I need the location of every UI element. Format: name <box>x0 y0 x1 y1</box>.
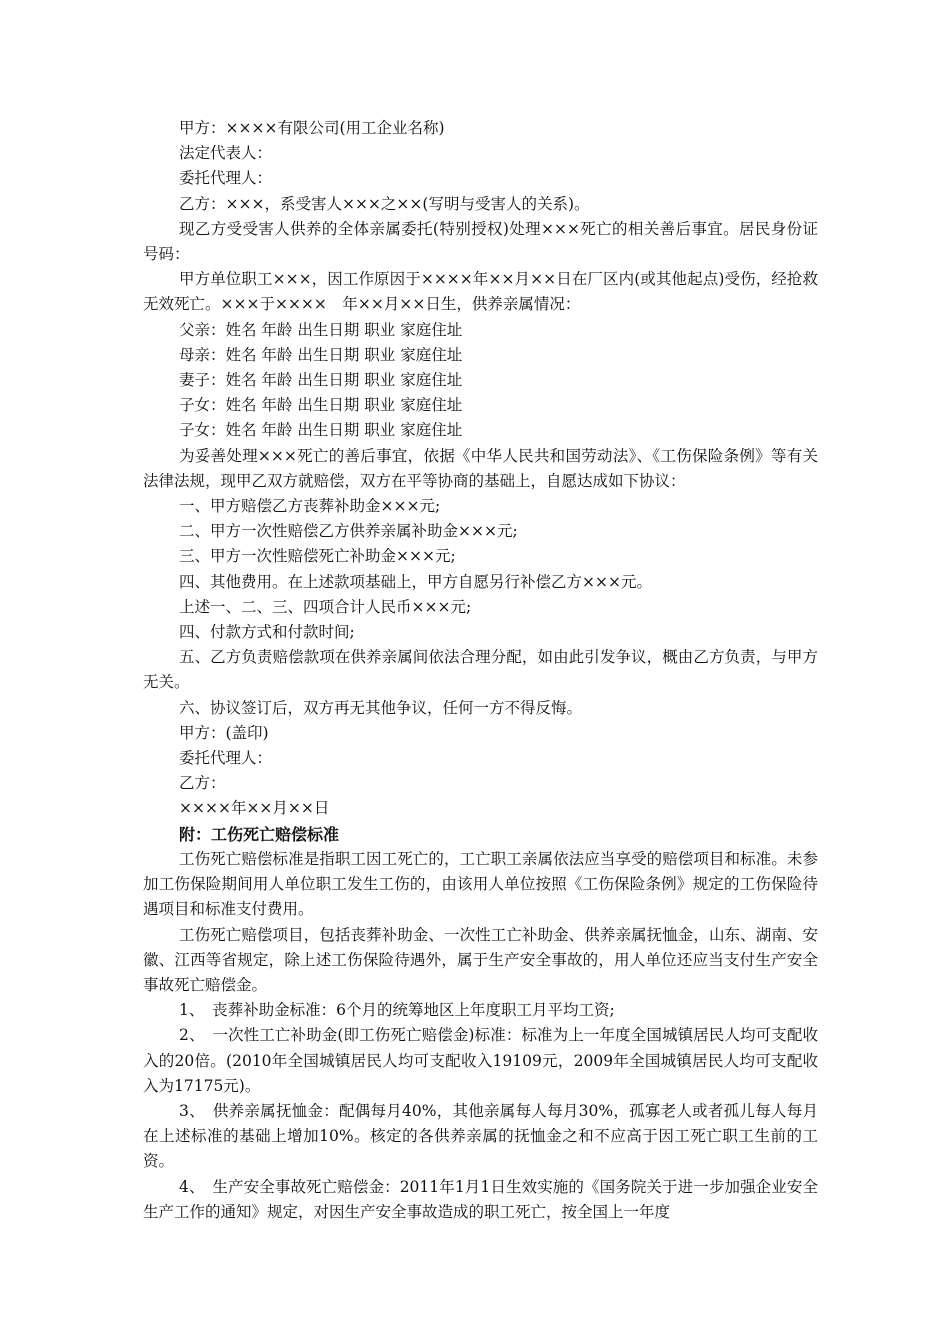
legal-rep-line: 法定代表人： <box>179 144 273 163</box>
appendix-item: 1、 丧葬补助金标准：6个月的统筹地区上年度职工月平均工资; <box>179 1001 615 1020</box>
basis-paragraph: 为妥善处理×××死亡的善后事宜，依据《中华人民共和国劳动法》、《工伤保险条例》等有关法律法规，现甲乙双方就赔偿，双方在平等协商的基础上，自愿达成如下协议： <box>143 446 818 490</box>
document-page <box>143 116 818 1225</box>
agent-line: 委托代理人： <box>179 169 273 188</box>
facts-paragraph: 甲方单位职工×××，因工作原因于××××年××月××日在厂区内(或其他起点)受伤，经抢救无效死亡。×××于×××× 年××月××日生，供养亲属情况： <box>143 270 818 314</box>
appendix-title: 附：工伤死亡赔偿标准 <box>179 824 340 844</box>
clause-line: 上述一、二、三、四项合计人民币×××元; <box>179 597 472 616</box>
relative-line: 妻子：姓名 年龄 出生日期 职业 家庭住址 <box>179 371 463 390</box>
clause-line: 四、其他费用。在上述款项基础上，甲方自愿另行补偿乙方×××元。 <box>179 572 652 591</box>
sign-agent: 委托代理人： <box>179 749 273 768</box>
party-b-line: 乙方：×××，系受害人×××之××(写明与受害人的关系)。 <box>179 194 590 213</box>
clause-line: 六、协议签订后，双方再无其他争议，任何一方不得反悔。 <box>179 698 583 717</box>
clause-line: 二、甲方一次性赔偿乙方供养亲属补助金×××元; <box>179 522 518 541</box>
entrust-paragraph: 现乙方受受害人供养的全体亲属委托(特别授权)处理×××死亡的相关善后事宜。居民身份证号码： <box>143 219 818 264</box>
sign-party-a: 甲方：(盖印) <box>179 723 269 742</box>
clause-line: 五、乙方负责赔偿款项在供养亲属间依法合理分配，如由此引发争议，概由乙方负责，与甲方无关。 <box>143 648 818 692</box>
relative-line: 母亲：姓名 年龄 出生日期 职业 家庭住址 <box>179 345 463 364</box>
appendix-item: 4、 生产安全事故死亡赔偿金：2011年1月1日生效实施的《国务院关于进一步加强企业安全生产工作的通知》规定，对因生产安全事故造成的职工死亡，按全国上一年度 <box>143 1177 818 1221</box>
party-a-line: 甲方：××××有限公司(用工企业名称) <box>179 119 445 137</box>
relative-line: 子女：姓名 年龄 出生日期 职业 家庭住址 <box>179 421 463 440</box>
clause-line: 一、甲方赔偿乙方丧葬补助金×××元; <box>179 497 441 516</box>
clause-line: 三、甲方一次性赔偿死亡补助金×××元; <box>179 547 456 566</box>
appendix-paragraph: 工伤死亡赔偿项目，包括丧葬补助金、一次性工亡补助金、供养亲属抚恤金，山东、湖南、安徽、江西等省规定，除上述工伤保险待遇外，属于生产安全事故的，用人单位还应当支付生产安全事故死亡赔偿金。 <box>143 925 818 994</box>
relative-line: 父亲：姓名 年龄 出生日期 职业 家庭住址 <box>179 320 463 339</box>
clause-line: 四、付款方式和付款时间; <box>179 623 355 642</box>
appendix-item: 2、 一次性工亡补助金(即工伤死亡赔偿金)标准：标准为上一年度全国城镇居民人均可支配收入的20倍。(2010年全国城镇居民人均可支配收入19109元，2009年全国城镇居民人均可支配收入为17175元)。 <box>143 1026 818 1095</box>
sign-date: ××××年××月××日 <box>179 799 330 818</box>
appendix-item: 3、 供养亲属抚恤金：配偶每月40%，其他亲属每人每月30%，孤寡老人或者孤儿每人每月在上述标准的基础上增加10%。核定的各供养亲属的抚恤金之和不应高于因工死亡职工生前的工资。 <box>143 1101 818 1171</box>
appendix-paragraph: 工伤死亡赔偿标准是指职工因工死亡的，工亡职工亲属依法应当享受的赔偿项目和标准。未参加工伤保险期间用人单位职工发生工伤的，由该用人单位按照《工伤保险条例》规定的工伤保险待遇项目和标准支付费用。 <box>143 849 818 919</box>
sign-party-b: 乙方： <box>179 774 226 793</box>
relative-line: 子女：姓名 年龄 出生日期 职业 家庭住址 <box>179 396 463 415</box>
